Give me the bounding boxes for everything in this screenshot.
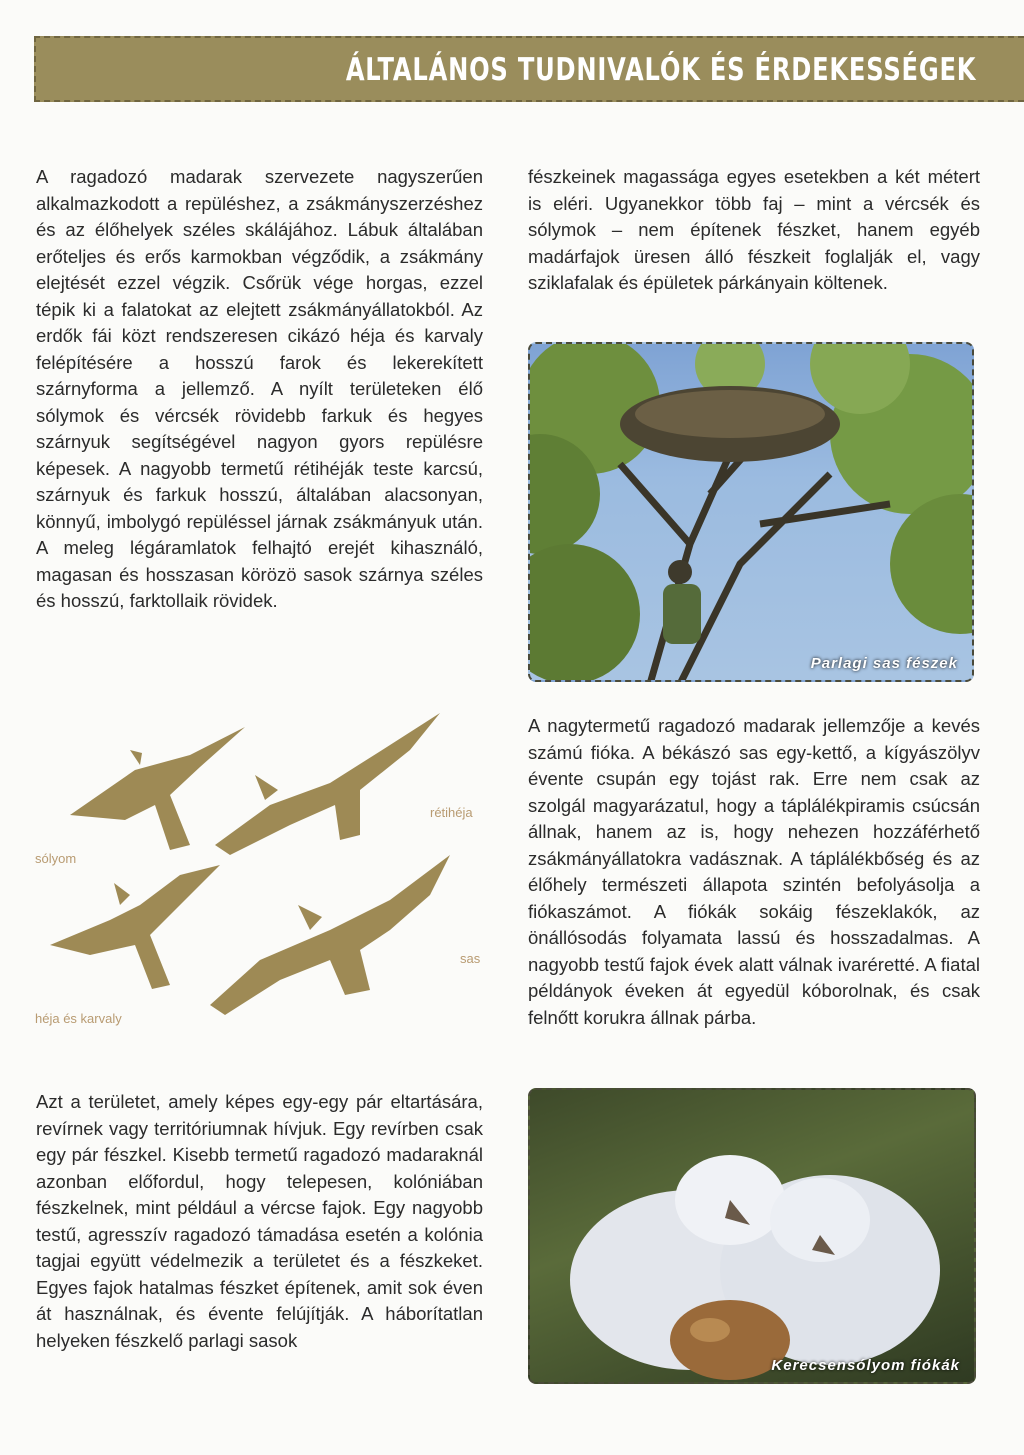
label-falcon: sólyom (35, 851, 77, 866)
nest-illustration (530, 344, 974, 682)
paragraph-nest-height (528, 164, 980, 297)
label-harrier: rétihéja (430, 805, 473, 820)
label-hawk: héja és karvaly (35, 1011, 122, 1026)
page-title: ÁLTALÁNOS TUDNIVALÓK ÉS ÉRDEKESSÉGEK (345, 52, 976, 88)
chicks-illustration (530, 1090, 976, 1384)
chicks-photo-caption: Kerecsensólyom fiókák (771, 1357, 960, 1374)
raptor-silhouettes (30, 705, 500, 1035)
paragraph-offspring (528, 713, 980, 1031)
paragraph-text: fészkeinek magassága egyes esetekben a két métert is eléri. Ugyanekkor több faj – mint a vércsék és sólymok – nem építenek fészket, hanem egyéb madárfajok üresen álló fészkeit foglalják el, vagy sziklafalak és épületek párkányain költenek. (528, 166, 980, 293)
paragraph-wing-anatomy (36, 164, 483, 615)
nest-photo (528, 342, 974, 682)
eagle-silhouette (210, 855, 450, 1015)
chicks-photo (528, 1088, 976, 1384)
nest-photo-caption: Parlagi sas fészek (810, 655, 958, 672)
harrier-silhouette (215, 713, 440, 855)
paragraph-text: A nagytermetű ragadozó madarak jellemzője a kevés számú fióka. A békászó sas egy-kettő, a kígyászölyv évente csupán egy tojást rak. Erre nem csak az szolgál magyarázatul, hogy a táplálékpiramis csúcsán állnak, hanem az is, hogy nehezen hozzáférhető zsákmányállatokra vadásznak. A táplálékbőség és az élőhely természeti állapota szintén befolyásolja a fiókaszámot. A fiókák sokáig fészeklakók, az önállósodás folyamata lassú és hosszadalmas. A nagyobb testű fajok évek alatt válnak ivaréretté. A fiatal példányok éveken át egyedül kóborolnak, és csak felnőtt korukra állnak párba. (528, 715, 980, 1028)
label-eagle: sas (460, 951, 481, 966)
hawk-silhouette (50, 865, 220, 989)
paragraph-text: Azt a területet, amely képes egy-egy pár eltartására, revírnek vagy territóriumnak hívjuk. Egy revírben csak egy pár fészkel. Kisebb termetű ragadozó madaraknál azonban előfordul, hogy telepesen, kolóniában fészkelnek, mint például a vércse fajok. Egy nagyobb testű, agresszív ragadozó támadása esetén a kolónia tagjai együtt védelmezik a területet és a fészkeket. Egyes fajok hatalmas fészket építenek, amit sok éven át használnak, és évente felújítják. A háborítatlan helyeken fészkelő parlagi sasok (36, 1091, 483, 1351)
header-band (34, 36, 1024, 102)
raptor-silhouettes-illustration (30, 705, 500, 1035)
paragraph-territory (36, 1089, 483, 1354)
falcon-silhouette (70, 727, 245, 850)
paragraph-text: A ragadozó madarak szervezete nagyszerűen alkalmazkodott a repüléshez, a zsákmányszerzéshez és az élőhelyek széles skálájához. Lábuk általában erőteljes és erős karmokban végződik, a zsákmány elejtését ezzel végzik. Csőrük vége horgas, ezzel tépik ki a falatokat az elejtett zsákmányállatokból. Az erdők fái közt rendszeresen cikázó héja és karvaly felépítésére a hosszú farok és lekerekített szárnyforma a jellemző. A nyílt területeken élő sólymok és vércsék rövidebb farkuk és hegyes szárnyuk segítségével nagyon gyors repülésre képesek. A nagyobb termetű rétihéják teste karcsú, szárnyuk és farkuk hosszú, általában alacsonyan, könnyű, imbolygó repüléssel járnak zsákmányuk után. A meleg légáramlatok felhajtó erejét kihasználó, magasan és hosszasan körözö sasok szárnya széles és hosszú, farktollaik rövidek. (36, 166, 483, 611)
